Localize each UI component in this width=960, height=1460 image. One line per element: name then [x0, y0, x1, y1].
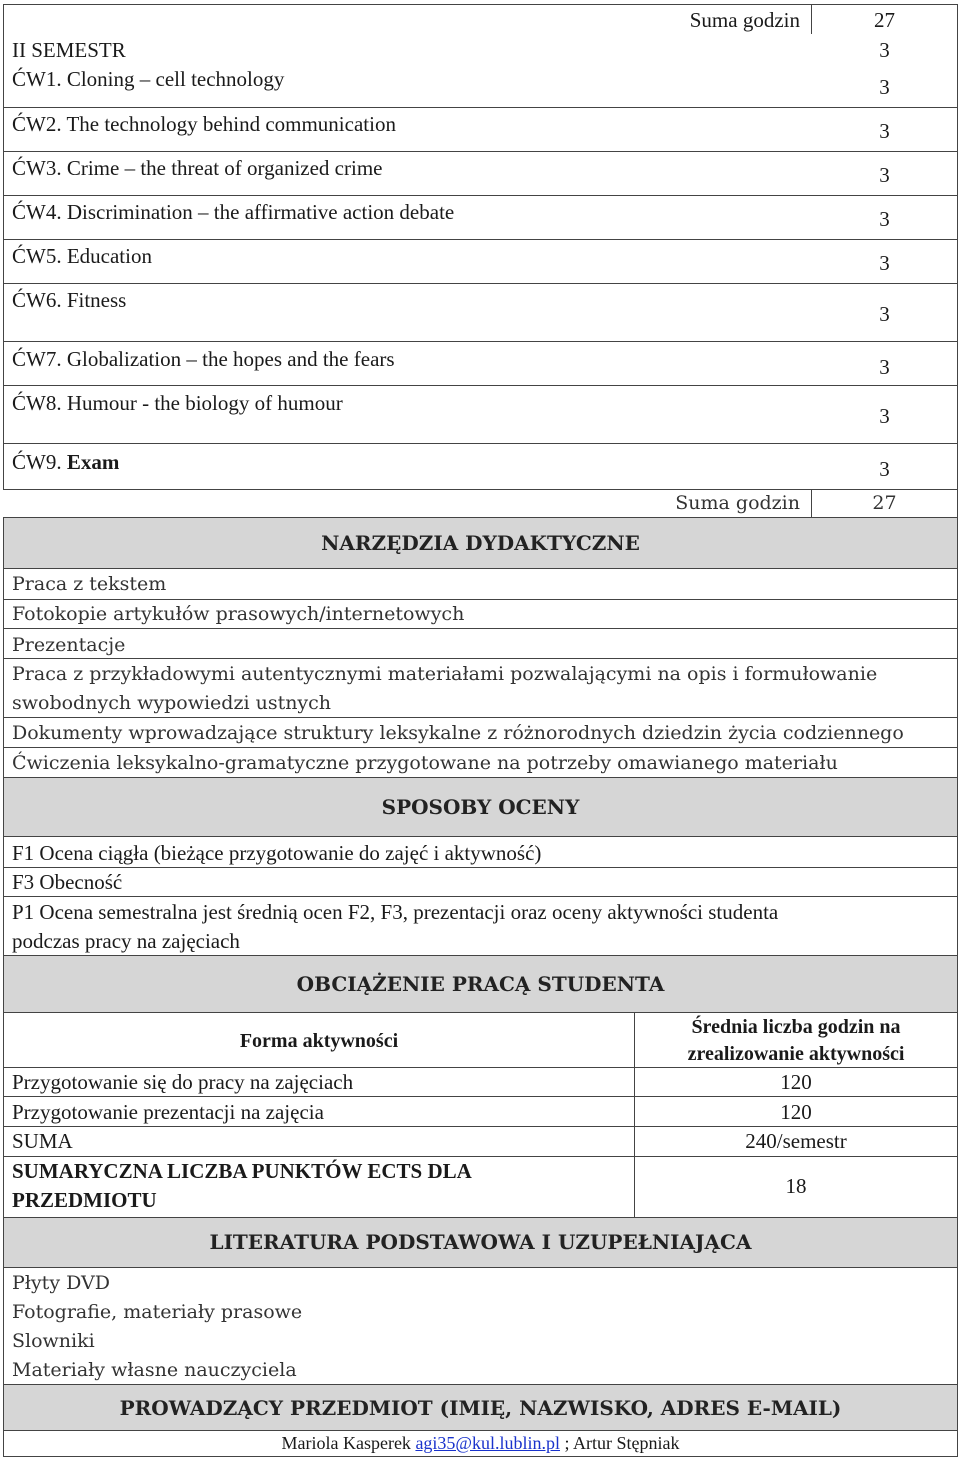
tools-item-continued: swobodnych wypowiedzi ustnych — [12, 692, 332, 714]
exercise-hours: 3 — [879, 119, 890, 143]
workload-hours: 120 — [780, 1100, 812, 1124]
workload-hours: 240/semestr — [745, 1129, 847, 1153]
instructor-email-link[interactable]: agi35@kul.lublin.pl — [415, 1433, 561, 1453]
exercise-code: ĆW5. — [12, 244, 62, 268]
ects-label-line1: SUMARYCZNA LICZBA PUNKTÓW ECTS DLA — [12, 1159, 472, 1183]
exercise-title: Exam — [66, 450, 120, 474]
exercise-row — [12, 112, 396, 136]
exercise-row — [12, 200, 454, 224]
assessment-item: F3 Obecność — [12, 870, 123, 894]
ects-label-line2: PRZEDMIOTU — [12, 1188, 157, 1212]
literature-item: Płyty DVD — [12, 1272, 110, 1294]
bottom-sum-label: Suma godzin — [675, 492, 800, 514]
literature-item: Slowniki — [12, 1330, 95, 1352]
exercise-row — [12, 288, 126, 312]
exercise-hours: 3 — [879, 404, 890, 428]
exercise-code: ĆW6. — [12, 288, 62, 312]
assessment-heading: SPOSOBY OCENY — [381, 795, 580, 819]
semester-label: II SEMESTR — [12, 38, 126, 62]
instructor-separator: ; — [560, 1433, 574, 1453]
assessment-item-continued: podczas pracy na zajęciach — [12, 929, 240, 953]
literature-heading: LITERATURA PODSTAWOWA I UZUPEŁNIAJĄCA — [209, 1230, 752, 1254]
tools-item: Praca z przykładowymi autentycznymi materiałami pozwalającymi na opis i formułowanie — [12, 663, 878, 685]
tools-item: Fotokopie artykułów prasowych/internetowych — [12, 603, 465, 625]
exercise-row — [12, 156, 382, 180]
exercise-code: ĆW8. — [12, 391, 62, 415]
exercise-code: ĆW3. — [12, 156, 62, 180]
exercise-hours: 3 — [879, 75, 890, 99]
exercise-hours: 3 — [879, 355, 890, 379]
workload-col-hours-line1: Średnia liczba godzin na — [691, 1016, 901, 1038]
exercise-code: ĆW4. — [12, 200, 62, 224]
exercise-row — [12, 391, 343, 415]
exercise-row — [12, 347, 395, 371]
exercise-hours: 3 — [879, 302, 890, 326]
exercise-row — [12, 450, 119, 474]
exercise-title: Education — [66, 244, 152, 268]
tools-item: Dokumenty wprowadzające struktury leksykalne z różnorodnych dziedzin życia codziennego — [12, 722, 904, 744]
semester-hours: 3 — [879, 38, 890, 62]
exercise-hours: 3 — [879, 163, 890, 187]
bottom-sum-value: 27 — [872, 492, 897, 514]
workload-activity: Przygotowanie prezentacji na zajęcia — [12, 1100, 324, 1124]
exercise-code: ĆW1. — [12, 67, 62, 91]
exercise-title: Globalization – the hopes and the fears — [66, 347, 395, 371]
exercise-hours: 3 — [879, 457, 890, 481]
exercise-title: Crime – the threat of organized crime — [66, 156, 383, 180]
workload-activity: SUMA — [12, 1129, 73, 1153]
workload-col-activity: Forma aktywności — [239, 1030, 399, 1052]
instructor-name: Artur Stępniak — [573, 1433, 680, 1453]
ects-value: 18 — [785, 1174, 807, 1198]
literature-item: Fotografie, materiały prasowe — [12, 1301, 303, 1323]
workload-hours: 120 — [780, 1070, 812, 1094]
exercise-hours: 3 — [879, 207, 890, 231]
assessment-item: F1 Ocena ciągła (bieżące przygotowanie do zajęć i aktywność) — [12, 841, 542, 865]
exercise-title: Humour - the biology of humour — [66, 391, 343, 415]
literature-item: Materiały własne nauczyciela — [12, 1359, 297, 1381]
tools-heading: NARZĘDZIA DYDAKTYCZNE — [321, 531, 640, 555]
exercise-title: Discrimination – the affirmative action debate — [66, 200, 455, 224]
exercise-code: ĆW2. — [12, 112, 62, 136]
exercise-title: Fitness — [66, 288, 127, 312]
exercise-title: Cloning – cell technology — [66, 67, 285, 91]
instructor-heading: PROWADZĄCY PRZEDMIOT (IMIĘ, NAZWISKO, ADRES E-MAIL) — [119, 1396, 842, 1420]
exercise-row — [12, 67, 284, 91]
exercise-code: ĆW9. — [12, 450, 62, 474]
tools-item: Prezentacje — [12, 634, 126, 656]
top-sum-label: Suma godzin — [689, 8, 800, 32]
exercise-row — [12, 244, 152, 268]
workload-col-hours-line2: zrealizowanie aktywności — [687, 1043, 905, 1065]
instructor-name: Mariola Kasperek — [281, 1433, 411, 1453]
tools-item: Ćwiczenia leksykalno-gramatyczne przygotowane na potrzeby omawianego materiału — [12, 752, 838, 774]
top-sum-value: 27 — [874, 8, 895, 32]
instructor-line — [4, 1432, 957, 1454]
exercise-hours: 3 — [879, 251, 890, 275]
workload-heading: OBCIĄŻENIE PRACĄ STUDENTA — [296, 972, 665, 996]
assessment-item: P1 Ocena semestralna jest średnią ocen F2, F3, prezentacji oraz oceny aktywności studenta — [12, 900, 779, 924]
tools-item: Praca z tekstem — [12, 573, 167, 595]
exercise-title: The technology behind communication — [66, 112, 396, 136]
workload-activity: Przygotowanie się do pracy na zajęciach — [12, 1070, 354, 1094]
exercise-code: ĆW7. — [12, 347, 62, 371]
